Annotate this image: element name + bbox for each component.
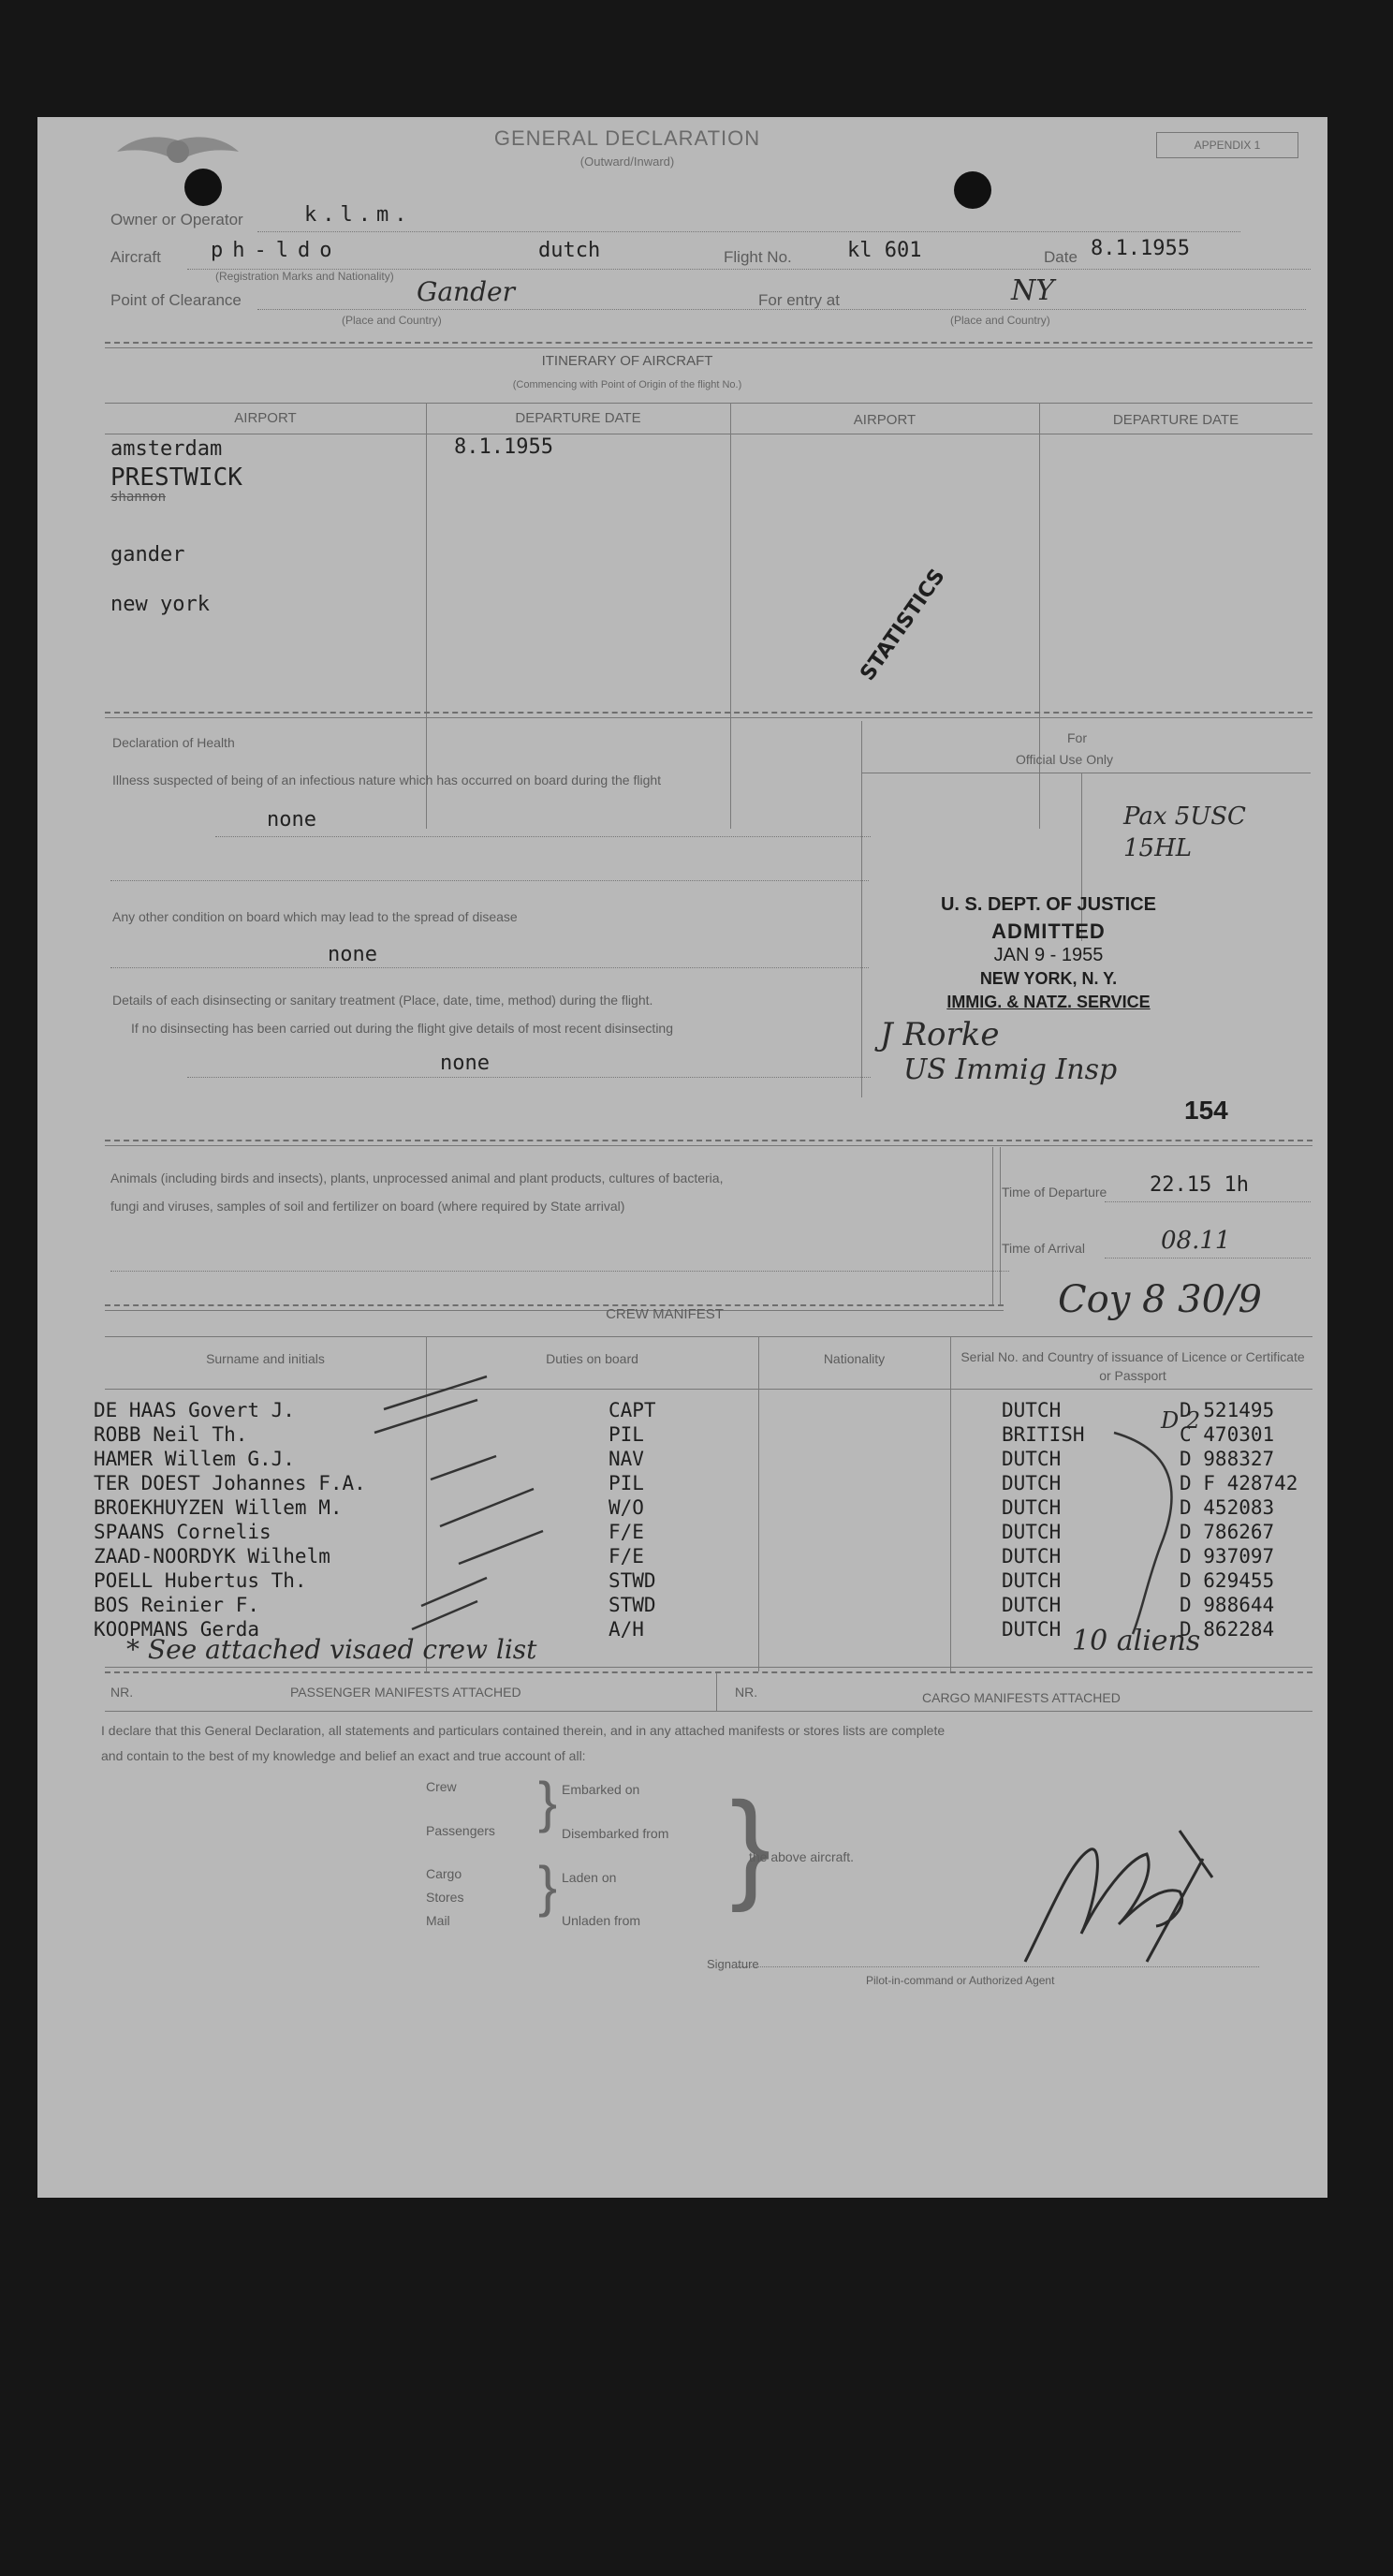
- signature-label: Signature: [707, 1957, 759, 1971]
- crew-nationality: BRITISH: [1002, 1423, 1085, 1446]
- crew-serial: D 988327: [1180, 1448, 1275, 1470]
- crew-duty: A/H: [609, 1618, 644, 1641]
- decl-crew: Crew: [426, 1779, 457, 1794]
- punch-hole-right: [954, 171, 991, 209]
- flight-label: Flight No.: [724, 248, 792, 266]
- handwritten-crew-note: * See attached visaed crew list: [126, 1634, 537, 1665]
- arrival-time-value: 08.11: [1161, 1227, 1231, 1255]
- crew-duty: F/E: [609, 1521, 644, 1543]
- health-question-1: Illness suspected of being of an infectious nature which has occurred on board during the flight: [112, 773, 662, 788]
- entry-label: For entry at: [758, 291, 840, 309]
- crew-name: SPAANS Cornelis: [94, 1521, 271, 1543]
- brace-left: }: [538, 1771, 558, 1833]
- brace-left-2: }: [538, 1855, 558, 1918]
- crew-header-name: Surname and initials: [206, 1351, 325, 1366]
- declaration-paper: [37, 117, 1327, 2198]
- itinerary-airport-1: amsterdam: [110, 437, 223, 461]
- decl-above-aircraft: the above aircraft.: [749, 1849, 855, 1864]
- crew-serial: D F 428742: [1180, 1472, 1298, 1494]
- official-for-label: For: [1067, 730, 1087, 745]
- animals-text-2: fungi and viruses, samples of soil and fertilizer on board (where required by State arrival): [110, 1199, 625, 1214]
- itinerary-header-date-1: DEPARTURE DATE: [515, 410, 641, 426]
- crew-serial: D 988644: [1180, 1594, 1275, 1616]
- brace-right: }: [730, 1776, 771, 1913]
- bracket-line: [1095, 1423, 1208, 1639]
- stamp-admitted: ADMITTED: [991, 920, 1106, 943]
- crew-name: TER DOEST Johannes F.A.: [94, 1472, 366, 1494]
- entry-number: 154: [1184, 1096, 1228, 1125]
- coy-note: Coy 8 30/9: [1058, 1278, 1262, 1321]
- crew-manifest-title: CREW MANIFEST: [606, 1306, 724, 1322]
- crew-name: BOS Reinier F.: [94, 1594, 260, 1616]
- handwritten-d2: D 2: [1161, 1407, 1201, 1434]
- stamp-date: JAN 9 - 1955: [993, 945, 1104, 965]
- crew-header-duties: Duties on board: [546, 1351, 638, 1366]
- clearance-note: (Place and Country): [342, 314, 442, 327]
- health-question-3b: If no disinsecting has been carried out during the flight give details of most recent disinsecting: [131, 1021, 673, 1036]
- handwritten-pax-note: Pax 5USC 15HL: [1123, 802, 1246, 862]
- crew-nationality: DUTCH: [1002, 1448, 1062, 1470]
- crew-name: KOOPMANS Gerda: [94, 1618, 260, 1641]
- inspector-title-handwritten: US Immig Insp: [903, 1053, 1118, 1086]
- aircraft-note: (Registration Marks and Nationality): [215, 270, 394, 283]
- crew-serial: D 862284: [1180, 1618, 1275, 1641]
- aircraft-registration: ph-ldo: [211, 239, 342, 262]
- cargo-nr-label: NR.: [735, 1685, 758, 1700]
- crew-duty: NAV: [609, 1448, 644, 1470]
- crew-name: HAMER Willem G.J.: [94, 1448, 295, 1470]
- crew-nationality: DUTCH: [1002, 1496, 1062, 1519]
- decl-cargo: Cargo: [426, 1866, 462, 1881]
- crew-name: ROBB Neil Th.: [94, 1423, 248, 1446]
- crew-serial: C 470301: [1180, 1423, 1275, 1446]
- health-answer-2: none: [328, 943, 377, 966]
- entry-note: (Place and Country): [950, 314, 1050, 327]
- entry-value: NY: [1011, 274, 1055, 307]
- crew-serial: D 629455: [1180, 1569, 1275, 1592]
- owner-label: Owner or Operator: [110, 211, 243, 228]
- crew-name: BROEKHUYZEN Willem M.: [94, 1496, 343, 1519]
- itinerary-struck-airport: shannon: [110, 490, 167, 505]
- pilot-signature-icon: [1016, 1821, 1240, 1980]
- health-answer-3: none: [440, 1052, 490, 1075]
- decl-mail: Mail: [426, 1913, 450, 1928]
- flight-value: kl 601: [847, 239, 922, 262]
- inspector-signature: J Rorke: [880, 1016, 1000, 1053]
- itinerary-header-date-2: DEPARTURE DATE: [1112, 412, 1239, 428]
- departure-time-label: Time of Departure: [1002, 1185, 1107, 1200]
- departure-time-value: 22.15 1h: [1150, 1173, 1249, 1197]
- crew-nationality: DUTCH: [1002, 1618, 1062, 1641]
- aircraft-label: Aircraft: [110, 248, 161, 266]
- pilot-label: Pilot-in-command or Authorized Agent: [866, 1974, 1055, 1987]
- crew-serial: D 937097: [1180, 1545, 1275, 1568]
- crew-name: DE HAAS Govert J.: [94, 1399, 295, 1421]
- crew-nationality: DUTCH: [1002, 1472, 1062, 1494]
- crew-duty: F/E: [609, 1545, 644, 1568]
- official-use-label: Official Use Only: [1016, 752, 1113, 767]
- decl-passengers: Passengers: [426, 1823, 495, 1838]
- crew-header-serial: Serial No. and Country of issuance of Licence or Certificate or Passport: [960, 1349, 1305, 1383]
- form-subtitle: (Outward/Inward): [579, 155, 675, 169]
- decl-embarked: Embarked on: [562, 1782, 640, 1797]
- crew-serial: D 452083: [1180, 1496, 1275, 1519]
- itinerary-airport-2: PRESTWICK: [110, 464, 242, 492]
- statistics-stamp: STATISTICS: [856, 565, 950, 685]
- date-label: Date: [1044, 248, 1078, 266]
- appendix-box: APPENDIX 1: [1156, 132, 1298, 158]
- health-question-2: Any other condition on board which may lead to the spread of disease: [112, 909, 518, 924]
- itinerary-subtitle: (Commencing with Point of Origin of the flight No.): [512, 379, 742, 390]
- crew-row: [94, 1398, 1298, 1422]
- crew-nationality: DUTCH: [1002, 1569, 1062, 1592]
- crew-nationality: DUTCH: [1002, 1399, 1062, 1421]
- itinerary-departure-date: 8.1.1955: [454, 435, 553, 459]
- crew-duty: W/O: [609, 1496, 644, 1519]
- crew-serial: D 786267: [1180, 1521, 1275, 1543]
- date-value: 8.1.1955: [1091, 237, 1190, 260]
- itinerary-title: ITINERARY OF AIRCRAFT: [541, 353, 713, 369]
- crew-duty: PIL: [609, 1423, 644, 1446]
- decl-stores: Stores: [426, 1890, 464, 1905]
- crew-nationality: DUTCH: [1002, 1545, 1062, 1568]
- health-answer-1: none: [267, 808, 316, 832]
- aircraft-nationality: dutch: [538, 239, 601, 262]
- crew-check-marks: [356, 1367, 580, 1639]
- decl-unladen: Unladen from: [562, 1913, 641, 1928]
- health-question-3a: Details of each disinsecting or sanitary treatment (Place, date, time, method) during the flight.: [112, 993, 653, 1008]
- crew-duty: CAPT: [609, 1399, 656, 1421]
- itinerary-header-airport-2: AIRPORT: [853, 412, 916, 428]
- declaration-text-1: I declare that this General Declaration, all statements and particulars contained therein, and in any attached manifests or stores lists are complete: [101, 1723, 946, 1738]
- declaration-text-2: and contain to the best of my knowledge and belief an exact and true account of all:: [101, 1748, 586, 1763]
- crew-nationality: DUTCH: [1002, 1521, 1062, 1543]
- clearance-label: Point of Clearance: [110, 291, 242, 309]
- itinerary-airport-4: new york: [110, 593, 210, 616]
- arrival-time-label: Time of Arrival: [1002, 1241, 1085, 1256]
- cargo-manifests-label: CARGO MANIFESTS ATTACHED: [922, 1690, 1121, 1705]
- crew-nationality: DUTCH: [1002, 1594, 1062, 1616]
- crew-name: ZAAD-NOORDYK Wilhelm: [94, 1545, 330, 1568]
- passenger-manifests-label: PASSENGER MANIFESTS ATTACHED: [290, 1685, 521, 1700]
- decl-disembarked: Disembarked from: [562, 1826, 669, 1841]
- clearance-value: Gander: [417, 276, 515, 307]
- stamp-dept: U. S. DEPT. OF JUSTICE: [940, 894, 1157, 915]
- klm-winged-logo-icon: [117, 131, 239, 183]
- crew-header-nationality: Nationality: [823, 1351, 886, 1366]
- decl-laden: Laden on: [562, 1870, 617, 1885]
- form-title: GENERAL DECLARATION: [493, 126, 761, 150]
- itinerary-airport-3: gander: [110, 543, 185, 567]
- crew-serial: D 521495: [1180, 1399, 1275, 1421]
- health-title: Declaration of Health: [112, 735, 235, 750]
- animals-text-1: Animals (including birds and insects), plants, unprocessed animal and plant products, cultures of bacteria,: [110, 1170, 724, 1185]
- owner-value: k.l.m.: [304, 203, 413, 227]
- crew-duty: STWD: [609, 1594, 656, 1616]
- crew-duty: PIL: [609, 1472, 644, 1494]
- stamp-service: IMMIG. & NATZ. SERVICE: [946, 993, 1151, 1011]
- crew-duty: STWD: [609, 1569, 656, 1592]
- crew-name: POELL Hubertus Th.: [94, 1569, 307, 1592]
- handwritten-aliens-count: 10 aliens: [1072, 1625, 1201, 1657]
- stamp-city: NEW YORK, N. Y.: [979, 969, 1118, 988]
- passenger-nr-label: NR.: [110, 1685, 134, 1700]
- itinerary-header-airport-1: AIRPORT: [234, 410, 297, 426]
